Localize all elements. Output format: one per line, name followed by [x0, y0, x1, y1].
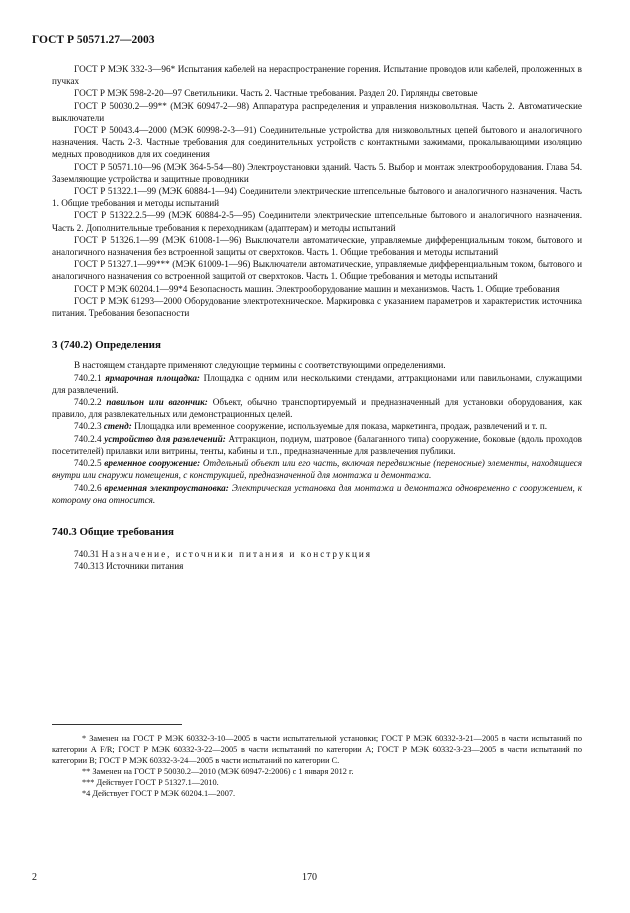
definition-text: Объект, обычно транспортируемый и предназначенный для установки оборудования, как правило, для развлекательных или демонстрационных целей.: [52, 397, 583, 420]
reference-item: ГОСТ Р 51322.2.5—99 (МЭК 60884-2-5—95) Соединители электрические штепсельные бытового и аналогичного назначения. Часть 2. Дополнительные требования к переходникам (адаптерам) и методы испытаний: [52, 210, 582, 233]
definition-text: Отдельный объект или его часть, включая передвижные (переносные) элементы, находящиеся внутри или снаружи помещения, с конструкцией, предназначенной для монтажа и демонтажа.: [52, 458, 583, 481]
definition-number: 740.2.6: [74, 482, 102, 493]
subsection-line: 740.313 Источники питания: [74, 561, 184, 572]
definition-item: [52, 372, 582, 396]
definition-number: 740.2.5: [74, 458, 102, 469]
definition-number: 740.2.1: [74, 372, 102, 383]
reference-item: ГОСТ Р 50043.4—2000 (МЭК 60998-2-3—91) Соединительные устройства для низковольтных цепей бытового и аналогичного назначения. Часть 2-3. Частные требования для соединительных устройств с контактными зажимами, прокалывающими изоляцию медных проводников для их соединения: [52, 125, 582, 160]
definition-number: 740.2.4: [74, 433, 102, 444]
document-header: ГОСТ Р 50571.27—2003: [32, 34, 155, 46]
section-740-3-title: 740.3 Общие требования: [52, 525, 174, 538]
definition-number: 740.2.2: [74, 397, 102, 408]
reference-item: ГОСТ Р 51326.1—99 (МЭК 61008-1—96) Выключатели автоматические, управляемые дифференциальным током, бытового и аналогичного назначения без встроенной защиты от сверхтоков. Часть 1. Общие требования и методы испытаний: [52, 234, 582, 258]
definition-number: 740.2.3: [74, 421, 102, 432]
reference-item: ГОСТ Р 50030.2—99** (МЭК 60947-2—98) Аппаратура распределения и управления низковольтная. Часть 2. Автоматические выключатели: [52, 100, 582, 123]
subsection-heading: Назначение, источники питания и конструкция: [101, 549, 373, 560]
definitions: [52, 359, 582, 505]
definition-item: [52, 433, 582, 457]
definition-item: [52, 420, 582, 432]
section-3-title: 3 (740.2) Определения: [52, 339, 161, 352]
definitions-intro: В настоящем стандарте применяют следующие термины с соответствующими определениями.: [74, 360, 446, 371]
reference-item: ГОСТ Р МЭК 61293—2000 Оборудование электротехническое. Маркировка с указанием параметров и характеристик источника питания. Требования безопасности: [52, 295, 582, 319]
definition-text: Площадка или временное сооружение, используемые для показа, маркетинга, продаж, развлечений и т. п.: [134, 421, 548, 432]
reference-item: ГОСТ Р МЭК 60204.1—99*4 Безопасность машин. Электрооборудование машин и механизмов. Часть 1. Общие требования: [74, 283, 560, 294]
section-740-3-body: [52, 548, 582, 572]
normative-references: [52, 63, 582, 319]
main-content: [52, 63, 582, 573]
page-number-center: 170: [302, 872, 317, 883]
definition-text: Аттракцион, подиум, шатровое (балаганного типа) сооружение, боковые (вдоль проходов посетителей) прилавки или витрины, тенты, кабины и т.п., предназначенные для развлечения публики.: [52, 433, 583, 456]
subsection-number: 740.31: [74, 549, 100, 560]
subsection-line: [52, 548, 582, 560]
definition-term: ярмарочная площадка:: [105, 372, 200, 383]
definition-term: устройство для развлечений:: [104, 433, 226, 444]
footnotes: [52, 724, 582, 799]
footnote: ** Заменен на ГОСТ Р 50030.2—2010 (МЭК 60947-2:2006) с 1 января 2012 г.: [82, 767, 354, 776]
page-number: 2: [32, 872, 37, 883]
definition-item: [52, 482, 582, 506]
definition-term: стенд:: [103, 421, 132, 432]
footnote: *** Действует ГОСТ Р 51327.1—2010.: [82, 778, 219, 787]
definition-term: павильон или вагончик:: [106, 397, 208, 408]
footnote: *4 Действует ГОСТ Р МЭК 60204.1—2007.: [82, 789, 236, 798]
definition-item: [52, 396, 582, 420]
reference-item: ГОСТ Р 51322.1—99 (МЭК 60884-1—94) Соединители электрические штепсельные бытового и аналогичного назначения. Часть 1. Общие требования и методы испытаний: [52, 186, 582, 209]
reference-item: ГОСТ Р 51327.1—99*** (МЭК 61009-1—96) Выключатели автоматические, управляемые дифференциальным током, бытового и аналогичного назначения со встроенной защитой от сверхтоков. Часть 1. Общие требования и методы испытаний: [52, 259, 582, 282]
definition-item: [52, 457, 582, 481]
definition-text: Площадка с одним или несколькими стендами, аттракционами или павильонами, служащими для развлечений.: [52, 372, 583, 395]
reference-item: ГОСТ Р МЭК 598-2-20—97 Светильники. Часть 2. Частные требования. Раздел 20. Гирлянды световые: [74, 88, 478, 99]
footnote-divider: [52, 724, 182, 725]
definition-term: временная электроустановка:: [104, 482, 229, 493]
definition-term: временное сооружение:: [104, 458, 201, 469]
reference-item: ГОСТ Р 50571.10—96 (МЭК 364-5-54—80) Электроустановки зданий. Часть 5. Выбор и монтаж электрооборудования. Глава 54. Заземляющие устройства и защитные проводники: [52, 161, 582, 184]
reference-item: ГОСТ Р МЭК 332-3—96* Испытания кабелей на нераспространение горения. Испытание проводов или кабелей, проложенных в пучках: [52, 64, 582, 87]
definition-text: Электрическая установка для монтажа и демонтажа одновременно с сооружением, к которому она относится.: [52, 482, 582, 505]
footnote: * Заменен на ГОСТ Р МЭК 60332-3-10—2005 в части испытательной установки; ГОСТ Р МЭК 60332-3-21—2005 в части испытаний по категории A F/R; ГОСТ Р МЭК 60332-3-22—2005 в части испытаний по категории A; ГОСТ Р МЭК 60332-3-23—2005 в части испытаний по категории B; ГОСТ Р МЭК 60332-3-24—2005 в части испытаний по категории C.: [52, 734, 582, 765]
